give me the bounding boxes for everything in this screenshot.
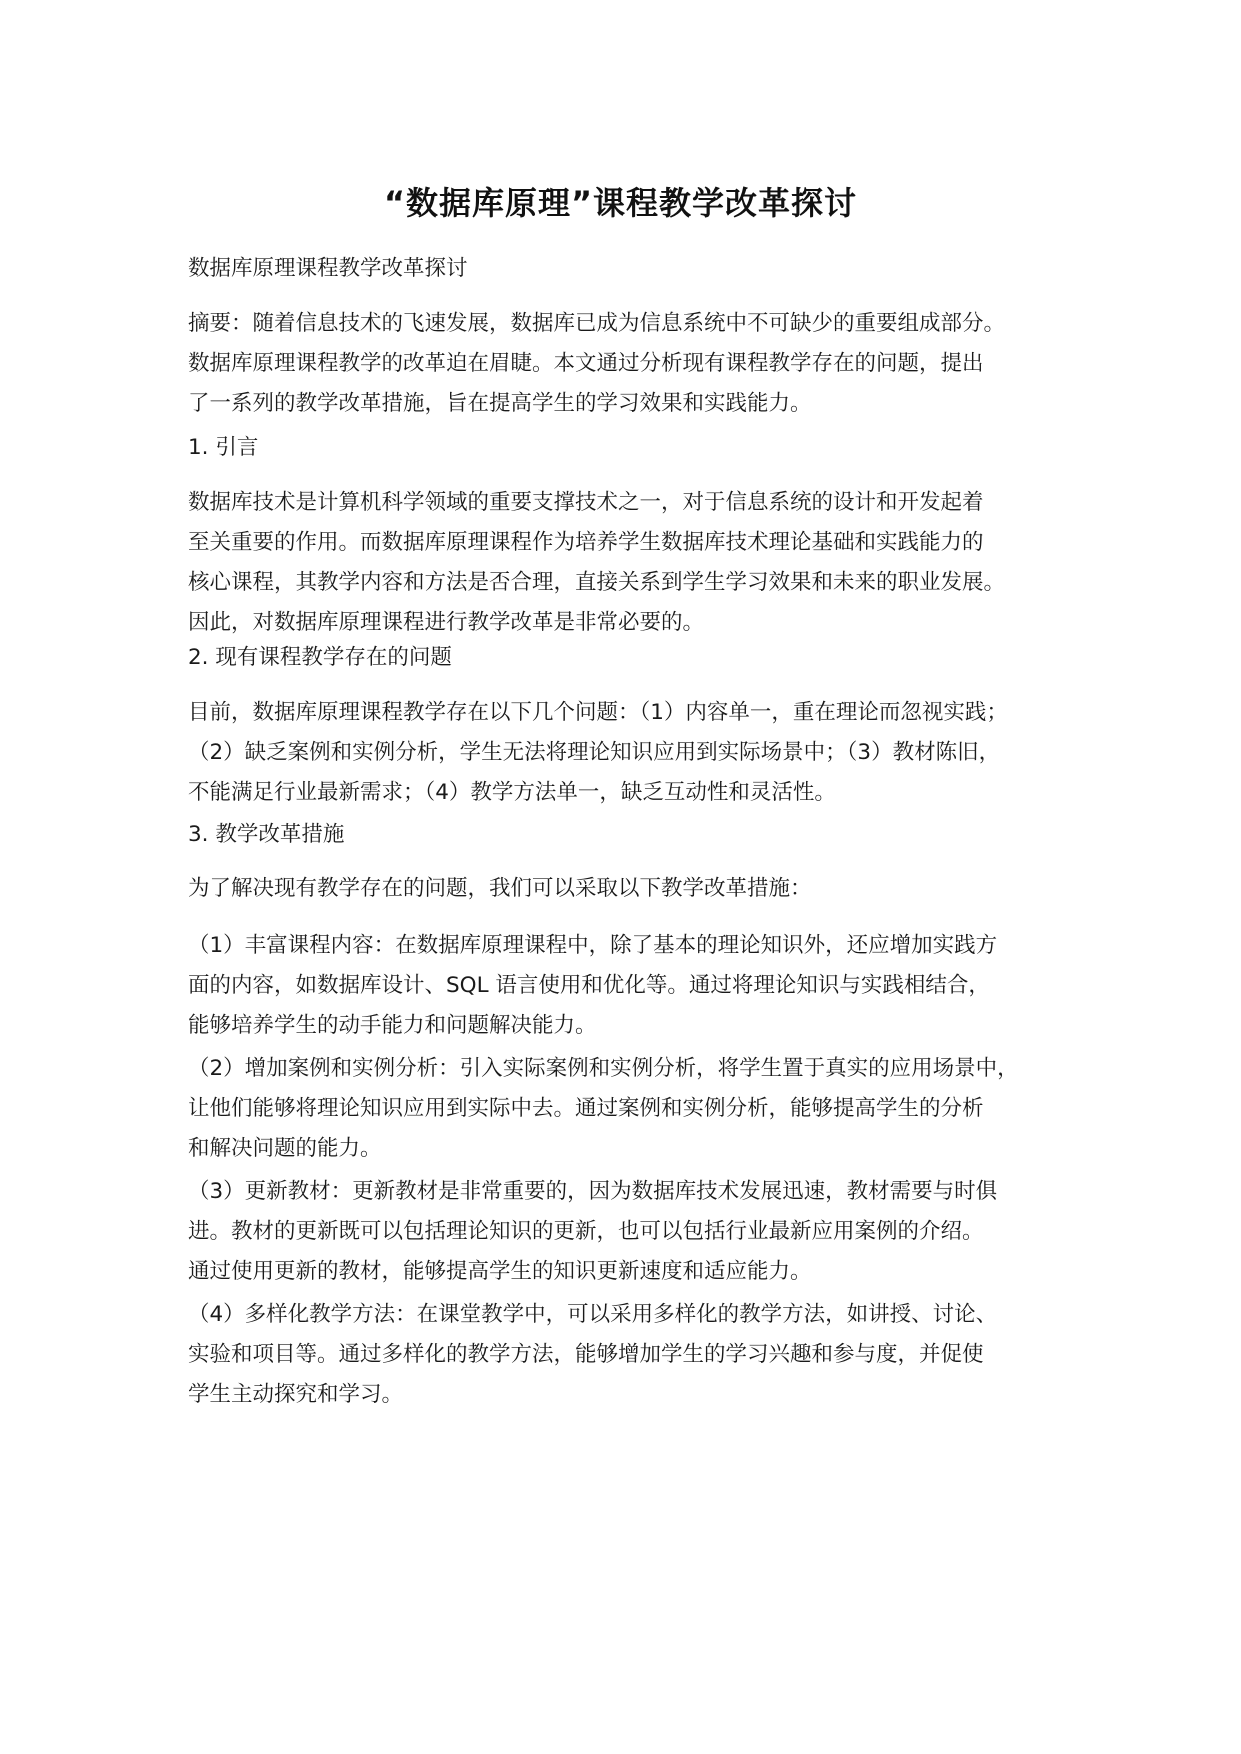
paragraph-line: 因此，对数据库原理课程进行教学改革是非常必要的。 — [188, 610, 705, 635]
section-2-heading — [188, 638, 1088, 678]
paragraph-line: 面的内容，如数据库设计、SQL 语言使用和优化等。通过将理论知识与实践相结合， — [188, 973, 990, 998]
heading-line: 3. 教学改革措施 — [188, 822, 345, 847]
paragraph-line: 进。教材的更新既可以包括理论知识的更新，也可以包括行业最新应用案例的介绍。 — [188, 1219, 984, 1244]
paragraph-line: 通过使用更新的教材，能够提高学生的知识更新速度和适应能力。 — [188, 1259, 812, 1284]
paragraph-line: （4）多样化教学方法：在课堂教学中，可以采用多样化的教学方法，如讲授、讨论、 — [188, 1302, 998, 1327]
section-3-intro — [188, 869, 1088, 909]
paragraph-line: （2）缺乏案例和实例分析，学生无法将理论知识应用到实际场景中；（3）教材陈旧， — [188, 740, 1001, 765]
section-3-heading — [188, 815, 1088, 855]
document-subtitle — [188, 249, 1088, 289]
section-1-paragraph — [188, 483, 1088, 643]
measure-4-paragraph — [188, 1295, 1088, 1415]
subtitle-line: 数据库原理课程教学改革探讨 — [188, 256, 468, 281]
paragraph-line: 能够培养学生的动手能力和问题解决能力。 — [188, 1013, 597, 1038]
paragraph-line: 学生主动探究和学习。 — [188, 1382, 404, 1407]
paragraph-line: （1）丰富课程内容：在数据库原理课程中，除了基本的理论知识外，还应增加实践方 — [188, 933, 998, 958]
paragraph-line: 至关重要的作用。而数据库原理课程作为培养学生数据库技术理论基础和实践能力的 — [188, 530, 984, 555]
measure-1-paragraph — [188, 926, 1088, 1046]
measure-3-paragraph — [188, 1172, 1088, 1292]
document-title: “数据库原理”课程教学改革探讨 — [383, 184, 858, 222]
paragraph-line: 数据库技术是计算机科学领域的重要支撑技术之一，对于信息系统的设计和开发起着 — [188, 490, 984, 515]
paragraph-line: 让他们能够将理论知识应用到实际中去。通过案例和实例分析，能够提高学生的分析 — [188, 1096, 984, 1121]
heading-line: 1. 引言 — [188, 435, 259, 460]
measure-2-paragraph — [188, 1049, 1088, 1169]
paragraph-line: 为了解决现有教学存在的问题，我们可以采取以下教学改革措施： — [188, 876, 812, 901]
paragraph-line: （3）更新教材：更新教材是非常重要的，因为数据库技术发展迅速，教材需要与时俱 — [188, 1179, 998, 1204]
section-1-heading — [188, 428, 1088, 468]
paragraph-line: 不能满足行业最新需求；（4）教学方法单一，缺乏互动性和灵活性。 — [188, 780, 836, 805]
abstract-line: 数据库原理课程教学的改革迫在眉睫。本文通过分析现有课程教学存在的问题，提出 — [188, 351, 984, 376]
abstract-paragraph — [188, 304, 1088, 424]
paragraph-line: 核心课程，其教学内容和方法是否合理，直接关系到学生学习效果和未来的职业发展。 — [188, 570, 1006, 595]
section-2-paragraph — [188, 693, 1088, 813]
abstract-line: 摘要：随着信息技术的飞速发展，数据库已成为信息系统中不可缺少的重要组成部分。 — [188, 311, 1006, 336]
paragraph-line: 和解决问题的能力。 — [188, 1136, 382, 1161]
paragraph-line: （2）增加案例和实例分析：引入实际案例和实例分析，将学生置于真实的应用场景中， — [188, 1056, 1019, 1081]
heading-line: 2. 现有课程教学存在的问题 — [188, 645, 452, 670]
paragraph-line: 实验和项目等。通过多样化的教学方法，能够增加学生的学习兴趣和参与度，并促使 — [188, 1342, 984, 1367]
paragraph-line: 目前，数据库原理课程教学存在以下几个问题：（1）内容单一，重在理论而忽视实践； — [188, 700, 1008, 725]
abstract-line: 了一系列的教学改革措施，旨在提高学生的学习效果和实践能力。 — [188, 391, 812, 416]
